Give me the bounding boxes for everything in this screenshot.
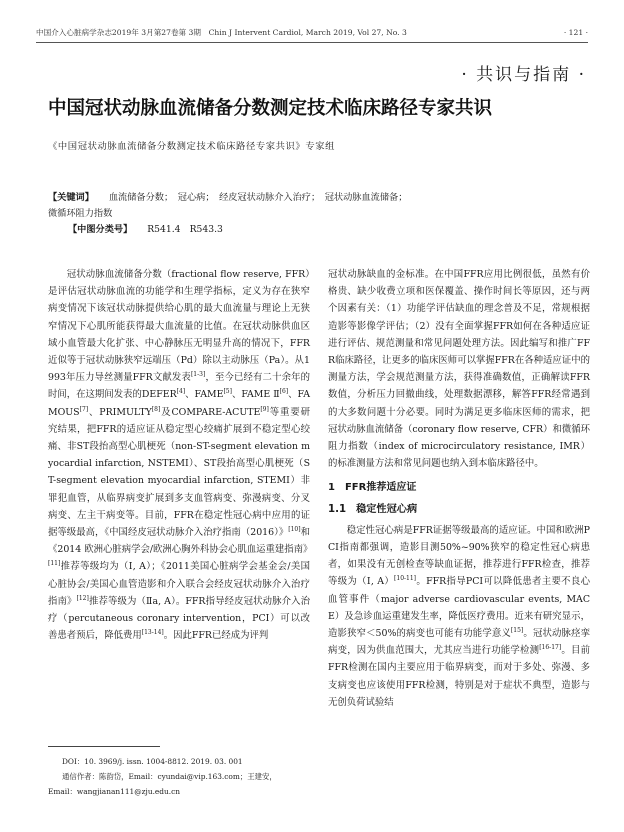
intro-paragraph: 冠状动脉血流储备分数（fractional flow reserve, FFR）是评估冠状动脉血流的功能学和生理学指标，定义为存在狭窄病变情况下该冠状动脉提供给心肌的最大血流量与理论上无狭窄情况下心肌所能获得最大血流量的比值。在冠状动脉供血区域小血管最大化扩张、中心静脉压无明显升高的情况下，FFR近似等于冠状动脉狭窄远端压（Pd）除以主动脉压（Pa）。从1993年压力导丝测量FFR文献发表[1-3]，至今已经有二十余年的时间，在这期间发表的DEFER[4]、FAME[5]、FAME Ⅱ[6]、FAMOUS[7]、PRIMULTY[8]及COMPARE-ACUTE[9]等重要研究结果，把FFR的适应证从稳定型心绞痛扩展到不稳定型心绞痛、非ST段抬高型心肌梗死（non-ST-segment elevation myocardial infarction, NSTEMI）、ST段抬高型心肌梗死（ST-segment elevation myocardial infarction, STEMI）非罪犯血管，从临界病变扩展到多支血管病变、弥漫病变、分叉病变、左主干病变等。目前，FFR在稳定性冠心病中应用的证据等级最高，《中国经皮冠状动脉介入治疗指南（2016）》[10]和《2014 欧洲心脏病学会/欧洲心胸外科协会心肌血运重建指南》[11]推荐等级均为（Ⅰ, A）；《2011美国心脏病学会基金会/美国心脏协会/美国心血管造影和介入联合会经皮冠状动脉介入治疗指南》[12]推荐等级为（Ⅱa, A）。FFR指导经皮冠状动脉介入治疗（percutaneous coronary intervention，PCI）可以改善患者预后，降低费用[13-14]。因此FFR已经成为评判 [48,269,313,642]
citation: [1-3] [190,371,206,379]
journal-citation: 中国介入心脏病学杂志2019年 3月第27卷第 3期 Chin J Intervent Cardiol, March 2019, Vol 27, No. 3 [36,28,407,37]
citation: [12] [76,594,89,602]
subsection-heading-1-1: 1.1 稳定性冠心病 [328,503,418,515]
citation: [6] [279,388,289,396]
citation: [9] [260,405,269,413]
citation: [4] [176,388,186,396]
citation: [13-14] [141,629,164,637]
citation: [10-11] [394,575,417,583]
right-column [328,266,590,711]
citation: [15] [510,627,524,635]
article-title: 中国冠状动脉血流储备分数测定技术临床路径专家共识 [48,98,493,119]
section-label: · 共识与指南 · [461,65,586,85]
citation: [8] [151,405,161,413]
left-column [48,266,313,644]
doi: DOI：10. 3969/j. issn. 1004-8812. 2019. 03. 001 [62,757,243,766]
keywords-line-1: 血流储备分数； 冠心病； 经皮冠状动脉介入治疗； 冠状动脉血流储备； [108,192,408,203]
section-heading-1: 1 FFR推荐适应证 [328,482,417,494]
footnote [48,754,310,799]
citation: [5] [223,388,232,396]
keywords-block [48,190,578,238]
citation: [7] [79,405,89,413]
corresponding-email: Email：wangjianan111@zju.edu.cn [48,787,181,796]
corresponding-author: 通信作者：陈韵岱，Email：cyundai@vip.163.com；王建安， [62,772,277,781]
clc-value: R541.4 R543.3 [147,224,223,235]
footnote-rule [48,746,160,747]
keywords-label: 【关键词】 [48,192,94,203]
clc-label: 【中图分类号】 [68,224,133,235]
citation: [16-17] [539,644,562,652]
clc-row [48,222,578,238]
keywords-line-2: 微循环阻力指数 [48,208,113,219]
stable-cad-paragraph: 稳定性冠心病是FFR证据等级最高的适应证。中国和欧洲PCI指南都强调，造影目测50%~90%狭窄的稳定性冠心病患者，如果没有无创检查等缺血证据，推荐进行FFR检查，推荐等级为（Ⅰ, A）[10-11]。FFR指导PCI可以降低患者主要不良心血管事件（major adverse cardiovascular events, MACE）及急诊血运重建发生率，降低医疗费用。近来有研究显示，造影狭窄＜50%的病变也可能有功能学意义[15]。冠状动脉痉挛病变，因为供血范围大，尤其应当进行功能学检测[16-17]。目前FFR检测在国内主要应用于临界病变，而对于多处、弥漫、多支病变也应该使用FFR检测，特别是对于症状不典型，造影与无创负荷试验结 [328,524,590,708]
citation: [10] [288,526,301,534]
keywords-row [48,190,578,206]
intro-continued-paragraph: 冠状动脉缺血的金标准。在中国FFR应用比例很低，虽然有价格贵、缺少收费立项和医保覆盖、操作时间长等原因，还与两个因素有关：（1）功能学评估缺血的理念普及不足，常规根据造影等影像学评估；（2）没有全面掌握FFR如何在各种适应证进行评估、规范测量和常见问题处理方法。因此编写和推广FFR临床路径，让更多的临床医师可以掌握FFR在各种适应证中的测量方法，学会规范测量方法，获得准确数值，正确解读FFR数值，分析压力回撤曲线，处理数据漂移，解答FFR经常遇到的大多数问题十分必要。同时为满足更多临床医师的需求，把冠状动脉血流储备（coronary flow reserve, CFR）和微循环阻力指数（index of microcirculatory resistance, IMR）的标准测量方法和常见问题也纳入到本临床路径中。 [328,269,590,470]
author-group: 《中国冠状动脉血流储备分数测定技术临床路径专家共识》专家组 [48,141,336,152]
running-header [36,26,588,43]
page-number: · 121 · [563,28,588,37]
citation: [11] [48,560,61,568]
